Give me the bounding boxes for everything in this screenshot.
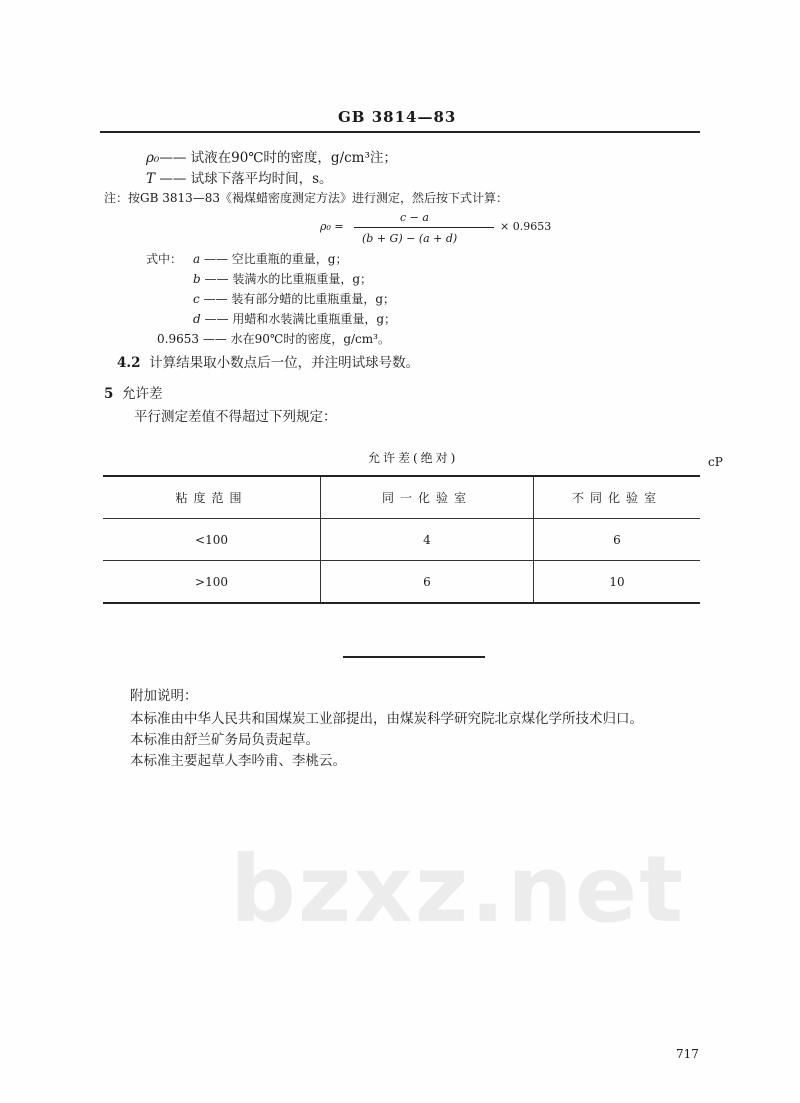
table-header-row (103, 476, 700, 519)
symbol: T (146, 171, 156, 187)
table-row (103, 519, 700, 561)
where-water-density (157, 330, 390, 347)
formula-lhs: ρ₀ = (320, 220, 344, 233)
fraction-bar (354, 227, 494, 228)
section-number: 5 (104, 386, 114, 402)
formula-denominator: (b + G) − (a + d) (362, 232, 458, 245)
header-cell: 不同化验室 (534, 476, 701, 519)
symbol: 0.9653 (157, 332, 199, 346)
where-c (193, 290, 395, 307)
definition-text: —— 试液在90℃时的密度，g/cm³注； (159, 150, 397, 166)
definition-text: —— 用蜡和水装满比重瓶重量，g； (204, 312, 397, 326)
where-label: 式中： (146, 252, 183, 266)
section-5-heading (104, 382, 163, 402)
definition-text: —— 装满水的比重瓶重量，g； (204, 272, 373, 286)
appendix-line: 本标准由舒兰矿务局负责起草。 (130, 732, 319, 748)
section-number: 4.2 (117, 355, 141, 371)
table-cell: <100 (103, 519, 321, 561)
definition-text: —— 水在90℃时的密度，g/cm³。 (202, 332, 390, 346)
where-b (193, 270, 372, 287)
definition-text: —— 装有部分蜡的比重瓶重量，g； (203, 292, 396, 306)
formula-rhs: × 0.9653 (500, 220, 552, 233)
symbol: a (193, 252, 201, 266)
appendix-title: 附加说明： (130, 688, 198, 704)
table-cell: 6 (534, 519, 701, 561)
page-number: 717 (676, 1047, 699, 1061)
end-rule (343, 656, 485, 658)
tolerance-table (103, 475, 700, 604)
table-caption: 允许差(绝对) (368, 451, 459, 465)
section-5-intro: 平行测定差值不得超过下列规定： (134, 409, 337, 425)
header-rule (100, 131, 700, 133)
density-formula (320, 211, 560, 247)
header-cell: 同一化验室 (321, 476, 534, 519)
symbol: ρ₀ (146, 150, 160, 166)
table-cell: 6 (321, 561, 534, 604)
watermark: bzxz.net (230, 836, 686, 943)
appendix-line: 本标准主要起草人李吟甫、李桃云。 (130, 753, 346, 769)
definition-text: —— 试球下落平均时间，s。 (159, 171, 333, 187)
symbol: d (193, 312, 201, 326)
table-cell: 10 (534, 561, 701, 604)
definition-T (146, 167, 333, 187)
note-text: 注：按GB 3813—83《褐煤蜡密度测定方法》进行测定，然后按下式计算： (104, 191, 509, 205)
symbol: c (193, 292, 200, 306)
symbol: b (193, 272, 201, 286)
section-text: 计算结果取小数点后一位，并注明试球号数。 (149, 355, 420, 371)
table-cell: >100 (103, 561, 321, 604)
appendix-line: 本标准由中华人民共和国煤炭工业部提出，由煤炭科学研究院北京煤化学所技术归口。 (130, 711, 643, 727)
section-4-2 (117, 351, 419, 371)
section-title: 允许差 (122, 386, 163, 402)
table-unit: cP (708, 455, 723, 469)
where-d (193, 310, 396, 327)
page-header-title: GB 3814—83 (338, 108, 457, 126)
definition-rho0 (146, 146, 397, 166)
table-row (103, 561, 700, 604)
definition-text: —— 空比重瓶的重量，g； (203, 252, 348, 266)
where-a (193, 250, 347, 267)
table-cell: 4 (321, 519, 534, 561)
formula-numerator: c − a (400, 211, 429, 224)
header-cell: 粘度范围 (103, 476, 321, 519)
